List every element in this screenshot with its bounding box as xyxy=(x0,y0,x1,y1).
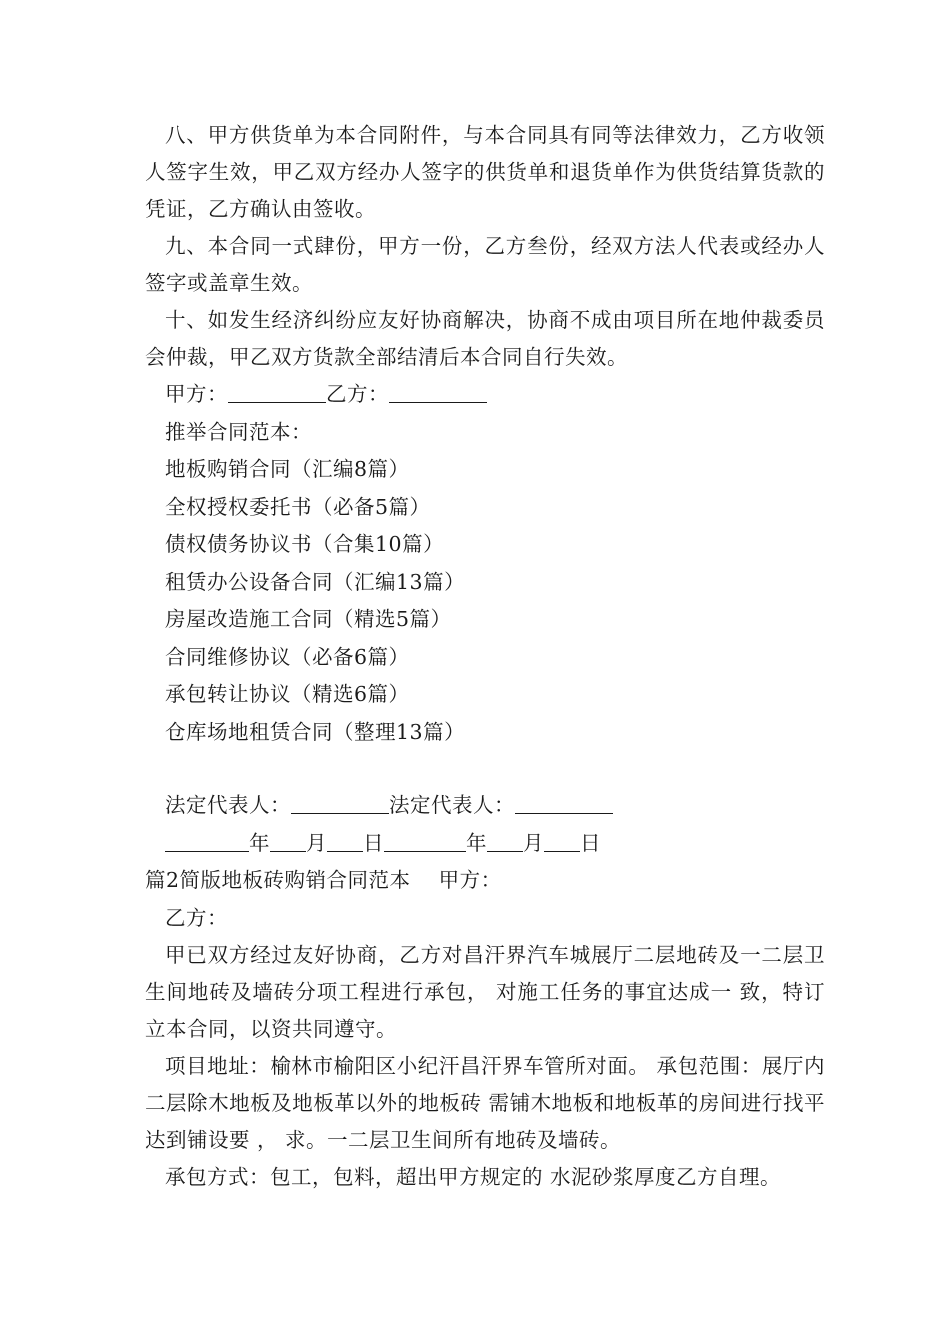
party-b-blank xyxy=(389,380,487,403)
day-label: 日 xyxy=(363,830,384,855)
clause-eight: 八、甲方供货单为本合同附件，与本合同具有同等法律效力，乙方收领人签字生效，甲乙双方经办人签字的供货单和退货单作为供货结算货款的凭证，乙方确认由签收。 xyxy=(145,123,825,221)
recommend-item[interactable]: 合同维修协议（必备6篇） xyxy=(165,644,410,669)
party-b-label: 乙方： xyxy=(326,382,389,406)
legal-rep-line xyxy=(145,787,825,825)
clause-nine: 九、本合同一式肆份，甲方一份，乙方叁份，经双方法人代表或经办人签字或盖章生效。 xyxy=(145,234,825,295)
month-b-blank xyxy=(487,829,523,852)
section-two-party-b: 乙方： xyxy=(165,905,228,930)
section-two-address: 项目地址：榆林市榆阳区小纪汗昌汗界车管所对面。 承包范围：展厅内二层除木地板及地板革以外的地板砖 需铺木地板和地板革的房间进行找平达到铺设要 ， 求。一二层卫生间所有地砖及墙砖。 xyxy=(145,1054,825,1152)
year-label: 年 xyxy=(249,830,270,855)
date-line xyxy=(145,825,825,863)
section-two-title: 篇2简版地板砖购销合同范本 xyxy=(145,868,411,892)
section-two-intro: 甲已双方经过友好协商，乙方对昌汗界汽车城展厅二层地砖及一二层卫生间地砖及墙砖分项工程进行承包， 对施工任务的事宜达成一 致，特订立本合同，以资共同遵守。 xyxy=(145,943,825,1041)
day-label: 日 xyxy=(580,830,601,855)
party-a-label: 甲方： xyxy=(165,382,228,406)
day-b-blank xyxy=(544,829,580,852)
clause-ten: 十、如发生经济纠纷应友好协商解决，协商不成由项目所在地仲裁委员会仲裁，甲乙双方货款全部结清后本合同自行失效。 xyxy=(145,308,825,369)
month-a-blank xyxy=(270,829,306,852)
legal-rep-b-blank xyxy=(515,791,613,814)
legal-rep-a-blank xyxy=(291,791,389,814)
recommend-item[interactable]: 仓库场地租赁合同（整理13篇） xyxy=(165,719,466,744)
year-b-blank xyxy=(384,829,466,852)
month-label: 月 xyxy=(306,830,327,855)
spacer xyxy=(145,751,825,787)
recommend-item[interactable]: 地板购销合同（汇编8篇） xyxy=(165,457,410,481)
section-two-party-a: 甲方： xyxy=(438,868,502,892)
legal-rep-label-a: 法定代表人： xyxy=(165,793,291,817)
year-a-blank xyxy=(165,829,249,852)
document-body xyxy=(145,117,825,1196)
party-signature-line xyxy=(145,376,825,414)
recommend-item[interactable]: 租赁办公设备合同（汇编13篇） xyxy=(165,569,466,594)
section-two-title-line xyxy=(145,862,825,900)
recommend-item[interactable]: 全权授权委托书（必备5篇） xyxy=(165,494,431,519)
legal-rep-label-b: 法定代表人： xyxy=(389,793,515,817)
recommend-heading: 推举合同范本： xyxy=(165,419,312,444)
recommend-item[interactable]: 承包转让协议（精选6篇） xyxy=(165,682,410,706)
recommend-item[interactable]: 房屋改造施工合同（精选5篇） xyxy=(165,607,452,631)
year-label: 年 xyxy=(466,830,487,855)
recommend-item[interactable]: 债权债务协议书（合集10篇） xyxy=(165,532,445,556)
party-a-blank xyxy=(228,380,326,403)
section-two-method: 承包方式：包工，包料，超出甲方规定的 水泥砂浆厚度乙方自理。 xyxy=(165,1165,782,1189)
day-a-blank xyxy=(327,829,363,852)
month-label: 月 xyxy=(523,830,544,855)
